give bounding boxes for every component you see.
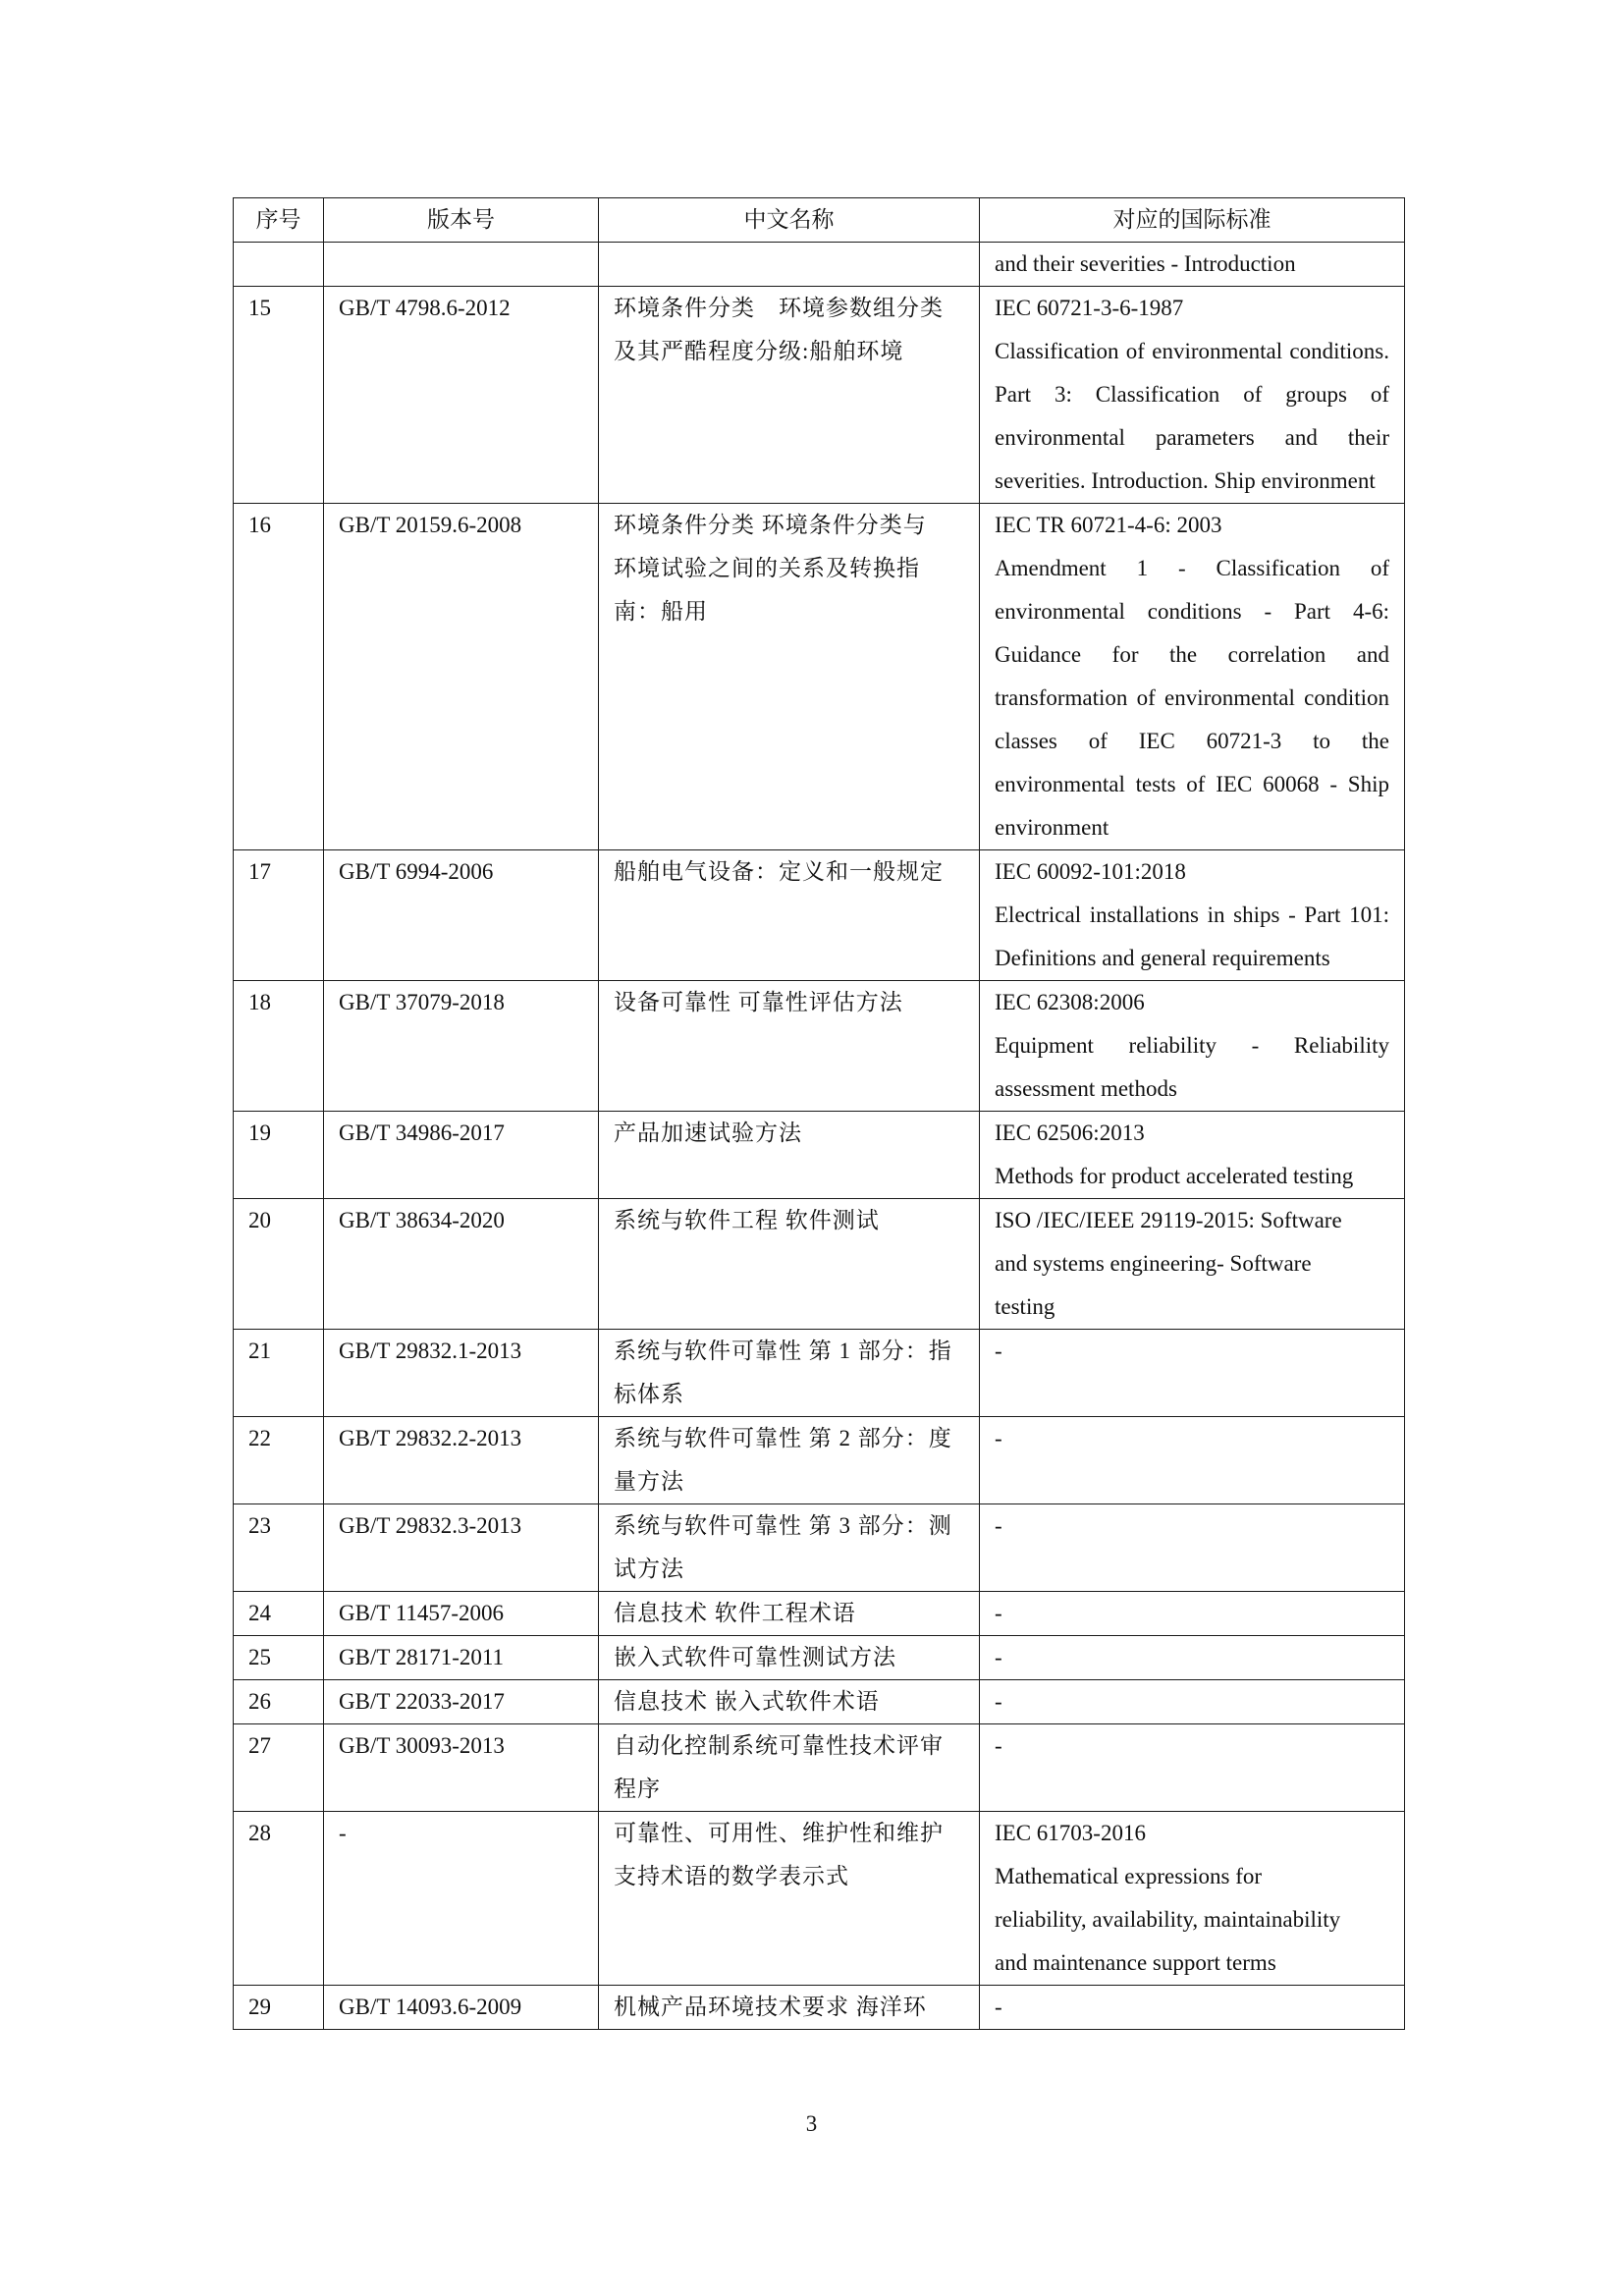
header-row (234, 198, 1405, 243)
cell-intl-standard (980, 981, 1405, 1112)
cell-version: GB/T 29832.3-2013 (324, 1504, 599, 1592)
cn-name-line: 系统与软件可靠性 第 2 部分：度 (614, 1426, 952, 1450)
cell-version: GB/T 11457-2006 (324, 1592, 599, 1636)
cell-seq: 28 (234, 1812, 324, 1986)
cell-intl-standard (980, 1112, 1405, 1199)
intl-standard-line: Methods for product accelerated testing (995, 1164, 1354, 1188)
cell-intl-standard (980, 1330, 1405, 1417)
cell-cn-name (599, 1504, 980, 1592)
cn-name-line: 自动化控制系统可靠性技术评审 (614, 1733, 944, 1758)
intl-standard-line: and maintenance support terms (995, 1950, 1276, 1975)
intl-standard-line: reliability, availability, maintainability (995, 1907, 1341, 1932)
cell-cn-name (599, 1724, 980, 1812)
cell-seq: 16 (234, 504, 324, 850)
table-row (234, 981, 1405, 1112)
table-row (234, 243, 1405, 287)
intl-standard-line: - (995, 1689, 1002, 1714)
cell-intl-standard (980, 1680, 1405, 1724)
cell-intl-standard (980, 1986, 1405, 2030)
intl-standard-line: IEC 62506:2013 (995, 1121, 1145, 1145)
table-row (234, 1504, 1405, 1592)
table-row (234, 1330, 1405, 1417)
cell-intl-standard (980, 243, 1405, 287)
intl-standard-line: IEC 60721-3-6-1987 (995, 296, 1184, 320)
intl-standard-line: IEC 61703-2016 (995, 1821, 1146, 1845)
cell-seq: 23 (234, 1504, 324, 1592)
table-row (234, 1680, 1405, 1724)
table-body (234, 243, 1405, 2030)
cell-version: GB/T 14093.6-2009 (324, 1986, 599, 2030)
cell-intl-standard (980, 850, 1405, 981)
cn-name-line: 系统与软件可靠性 第 3 部分：测 (614, 1513, 952, 1538)
cn-name-line: 可靠性、可用性、维护性和维护 (614, 1821, 944, 1845)
intl-standard-line: IEC 62308:2006 (995, 990, 1145, 1014)
cell-version: GB/T 38634-2020 (324, 1199, 599, 1330)
table-row (234, 850, 1405, 981)
cell-seq: 27 (234, 1724, 324, 1812)
table-header (234, 198, 1405, 243)
intl-standard-line: Classification of environmental conditions. Part 3: Classification of groups of environmental parameters and their severities. Introduction. Ship environment (995, 339, 1389, 493)
table-row (234, 504, 1405, 850)
cell-seq: 24 (234, 1592, 324, 1636)
cell-version (324, 243, 599, 287)
cell-cn-name (599, 1636, 980, 1680)
intl-standard-line: - (995, 1995, 1002, 2019)
cn-name-line: 设备可靠性 可靠性评估方法 (614, 990, 903, 1014)
cell-version: GB/T 22033-2017 (324, 1680, 599, 1724)
intl-standard-line: - (995, 1601, 1002, 1625)
cell-version: GB/T 28171-2011 (324, 1636, 599, 1680)
intl-standard-line: Amendment 1 - Classification of environmental conditions - Part 4-6: Guidance for the correlation and transformation of environmental condition classes of IEC 60721-3 to the environmental tests of IEC 60068 - Ship environment (995, 556, 1389, 840)
cn-name-line: 程序 (614, 1777, 661, 1801)
cell-cn-name (599, 1112, 980, 1199)
intl-standard-line: ISO /IEC/IEEE 29119-2015: Software (995, 1208, 1342, 1232)
header-cn-name: 中文名称 (599, 198, 980, 243)
cell-seq: 25 (234, 1636, 324, 1680)
cn-name-line: 南：船用 (614, 599, 708, 624)
intl-standard-line: testing (995, 1294, 1055, 1319)
cell-version: GB/T 37079-2018 (324, 981, 599, 1112)
cn-name-line: 环境试验之间的关系及转换指 (614, 556, 920, 580)
cell-intl-standard (980, 504, 1405, 850)
intl-standard-line: - (995, 1339, 1002, 1363)
intl-standard-line: Electrical installations in ships - Part 101: Definitions and general requirements (995, 902, 1389, 970)
intl-standard-line: Mathematical expressions for (995, 1864, 1263, 1888)
cell-cn-name (599, 287, 980, 504)
cell-version: GB/T 30093-2013 (324, 1724, 599, 1812)
cell-intl-standard (980, 1724, 1405, 1812)
cell-cn-name (599, 1812, 980, 1986)
cn-name-line: 嵌入式软件可靠性测试方法 (614, 1645, 896, 1669)
intl-standard-line: - (995, 1513, 1002, 1538)
cell-seq (234, 243, 324, 287)
intl-standard-line: and their severities - Introduction (995, 251, 1296, 276)
header-intl-standard: 对应的国际标准 (980, 198, 1405, 243)
cn-name-line: 机械产品环境技术要求 海洋环 (614, 1995, 927, 2019)
table-row (234, 1724, 1405, 1812)
cn-name-line: 环境条件分类 环境参数组分类 (614, 296, 944, 320)
intl-standard-line: - (995, 1426, 1002, 1450)
cn-name-line: 标体系 (614, 1382, 684, 1406)
cell-seq: 18 (234, 981, 324, 1112)
cell-intl-standard (980, 1417, 1405, 1504)
header-version: 版本号 (324, 198, 599, 243)
cn-name-line: 环境条件分类 环境条件分类与 (614, 513, 927, 537)
intl-standard-line: Equipment reliability - Reliability assessment methods (995, 1033, 1389, 1101)
cn-name-line: 支持术语的数学表示式 (614, 1864, 849, 1888)
intl-standard-line: IEC 60092-101:2018 (995, 859, 1186, 884)
cn-name-line: 试方法 (614, 1557, 684, 1581)
cn-name-line: 船舶电气设备：定义和一般规定 (614, 859, 944, 884)
cell-seq: 21 (234, 1330, 324, 1417)
cell-version: GB/T 6994-2006 (324, 850, 599, 981)
cell-cn-name (599, 1417, 980, 1504)
cell-cn-name (599, 1199, 980, 1330)
cell-intl-standard (980, 287, 1405, 504)
cell-version: - (324, 1812, 599, 1986)
cell-intl-standard (980, 1636, 1405, 1680)
table-row (234, 1417, 1405, 1504)
cell-seq: 22 (234, 1417, 324, 1504)
cell-cn-name (599, 850, 980, 981)
page-number: 3 (805, 2111, 818, 2136)
cell-version: GB/T 20159.6-2008 (324, 504, 599, 850)
cell-intl-standard (980, 1812, 1405, 1986)
table-row (234, 1592, 1405, 1636)
cell-seq: 17 (234, 850, 324, 981)
cell-cn-name (599, 504, 980, 850)
cell-intl-standard (980, 1504, 1405, 1592)
cn-name-line: 信息技术 软件工程术语 (614, 1601, 856, 1625)
table-row (234, 1986, 1405, 2030)
cell-version: GB/T 34986-2017 (324, 1112, 599, 1199)
cn-name-line: 产品加速试验方法 (614, 1121, 802, 1145)
intl-standard-line: IEC TR 60721-4-6: 2003 (995, 513, 1222, 537)
cn-name-line: 量方法 (614, 1469, 684, 1494)
cell-version: GB/T 4798.6-2012 (324, 287, 599, 504)
cell-seq: 29 (234, 1986, 324, 2030)
table-row (234, 1636, 1405, 1680)
table-row (234, 1199, 1405, 1330)
cell-cn-name (599, 1592, 980, 1636)
cell-version: GB/T 29832.2-2013 (324, 1417, 599, 1504)
cell-seq: 20 (234, 1199, 324, 1330)
cn-name-line: 系统与软件工程 软件测试 (614, 1208, 880, 1232)
cell-seq: 15 (234, 287, 324, 504)
table-row (234, 287, 1405, 504)
intl-standard-line: - (995, 1733, 1002, 1758)
cell-version: GB/T 29832.1-2013 (324, 1330, 599, 1417)
table-row (234, 1812, 1405, 1986)
intl-standard-line: - (995, 1645, 1002, 1669)
header-seq: 序号 (234, 198, 324, 243)
cell-intl-standard (980, 1199, 1405, 1330)
cell-seq: 19 (234, 1112, 324, 1199)
cell-seq: 26 (234, 1680, 324, 1724)
cell-cn-name (599, 1330, 980, 1417)
cell-cn-name (599, 1680, 980, 1724)
cell-intl-standard (980, 1592, 1405, 1636)
table-row (234, 1112, 1405, 1199)
cell-cn-name (599, 243, 980, 287)
cell-cn-name (599, 981, 980, 1112)
cn-name-line: 及其严酷程度分级:船舶环境 (614, 339, 904, 363)
cell-cn-name (599, 1986, 980, 2030)
cn-name-line: 系统与软件可靠性 第 1 部分：指 (614, 1339, 952, 1363)
cn-name-line: 信息技术 嵌入式软件术语 (614, 1689, 880, 1714)
intl-standard-line: and systems engineering- Software (995, 1251, 1312, 1276)
standards-table (233, 197, 1405, 2030)
